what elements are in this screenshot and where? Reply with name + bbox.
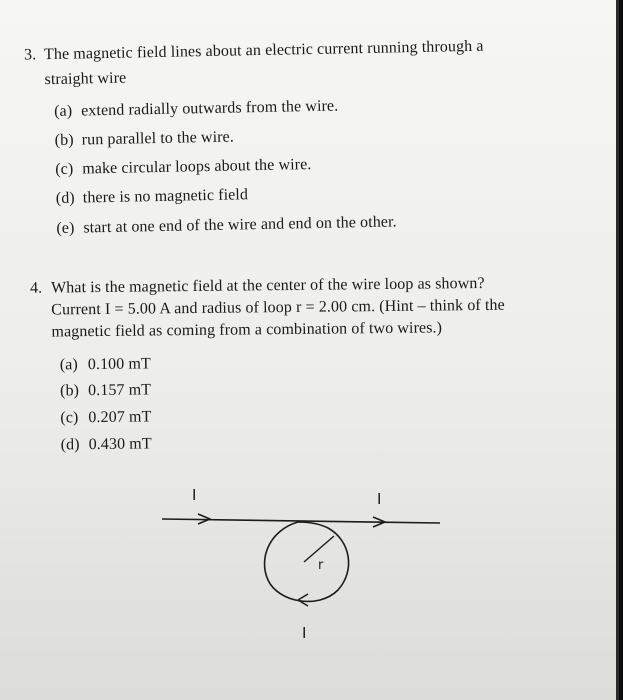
question-3-number: 3. bbox=[23, 46, 37, 64]
q3-option-e-label: (e) bbox=[56, 219, 75, 237]
current-arrow-loop-icon bbox=[298, 594, 308, 606]
radius-label: r bbox=[318, 558, 324, 573]
q3-option-e-text: start at one end of the wire and end on the other. bbox=[83, 213, 397, 237]
current-label-bottom: I bbox=[302, 624, 307, 642]
q4-option-c-text: 0.207 mT bbox=[88, 408, 152, 427]
q4-option-d-label: (d) bbox=[60, 436, 80, 454]
q3-option-c-text: make circular loops about the wire. bbox=[82, 156, 312, 178]
q4-option-b-text: 0.157 mT bbox=[88, 381, 152, 400]
question-3-stem-line1: The magnetic field lines about an electric current running through a bbox=[43, 37, 484, 64]
q4-option-a-label: (a) bbox=[59, 356, 78, 374]
wire-loop bbox=[265, 522, 349, 601]
q4-option-c-label: (c) bbox=[60, 409, 79, 427]
current-label-right: I bbox=[377, 490, 382, 508]
question-4-stem-line2: Current I = 5.00 A and radius of loop r = 2.00 cm. (Hint – think of the bbox=[51, 296, 505, 319]
q3-option-b-text: run parallel to the wire. bbox=[81, 128, 235, 149]
q3-option-a-text: extend radially outwards from the wire. bbox=[80, 97, 339, 120]
question-4-stem-line1: What is the magnetic field at the center of the wire loop as shown? bbox=[50, 274, 485, 297]
question-3-stem-line2: straight wire bbox=[44, 69, 127, 89]
q4-option-d-text: 0.430 mT bbox=[88, 435, 152, 454]
q4-option-b-label: (b) bbox=[60, 382, 80, 400]
q3-option-c-label: (c) bbox=[55, 160, 74, 178]
q3-option-d-text: there is no magnetic field bbox=[82, 186, 249, 207]
q3-option-b-label: (b) bbox=[54, 131, 74, 149]
q3-option-a-label: (a) bbox=[53, 102, 73, 120]
current-label-left: I bbox=[192, 486, 197, 504]
q3-option-d-label: (d) bbox=[55, 189, 75, 207]
question-4-stem-line3: magnetic field as coming from a combination of two wires.) bbox=[51, 319, 443, 341]
question-4-number: 4. bbox=[29, 279, 43, 297]
wire-loop-diagram bbox=[150, 478, 450, 648]
q4-option-a-text: 0.100 mT bbox=[87, 355, 151, 374]
wire-loop-svg bbox=[150, 478, 450, 648]
